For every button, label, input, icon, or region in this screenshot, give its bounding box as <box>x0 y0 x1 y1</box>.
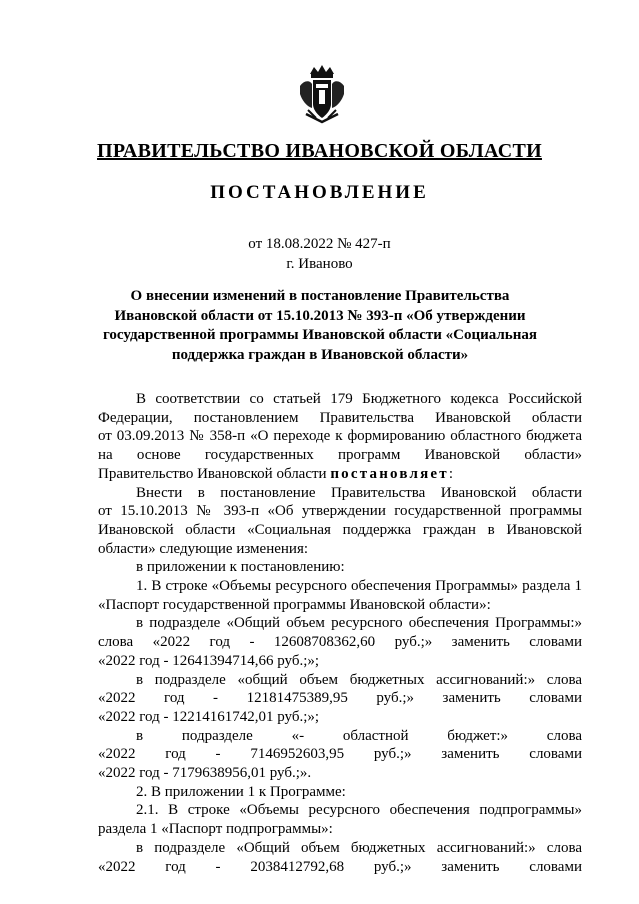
body-line <box>98 465 582 484</box>
body-line: «2022 год - 12181475389,95 руб.;» заменить словами <box>98 690 582 707</box>
date-and-place <box>0 234 639 274</box>
body-line: области» следующие изменения: <box>98 540 309 557</box>
body-line: «2022 год - 7146952603,95 руб.;» заменить словами <box>98 746 582 763</box>
body-line: от 03.09.2013 № 358-п «О переходе к формированию областного бюджета <box>98 428 582 445</box>
document-body <box>98 390 582 876</box>
body-line: «2022 год - 12641394714,66 руб.;»; <box>98 652 320 669</box>
body-line: в подразделе «общий объем бюджетных ассигнований:» слова <box>136 671 582 688</box>
city: г. Иваново <box>286 256 353 272</box>
date-number: от 18.08.2022 № 427-п <box>248 236 391 252</box>
spaced-word-postanovlyaet: постановляет <box>330 465 449 482</box>
body-line: Федерации, постановлением Правительства Ивановской области <box>98 409 582 426</box>
body-line: В соответствии со статьей 179 Бюджетного кодекса Российской <box>136 391 582 407</box>
body-line: на основе государственных программ Ивановской области» <box>98 447 582 464</box>
body-line: «Паспорт государственной программы Ивановской области»: <box>98 596 491 613</box>
body-line: в подразделе «Общий объем бюджетных ассигнований:» слова <box>136 839 582 856</box>
subject-line: государственной программы Ивановской области «Социальная <box>102 327 537 343</box>
subject-line: поддержка граждан в Ивановской области» <box>171 346 469 363</box>
subject-line: Ивановской области от 15.10.2013 № 393-п «Об утверждении <box>114 307 526 324</box>
document-type: ПОСТАНОВЛЕНИЕ <box>210 182 429 203</box>
body-line: «2022 год - 2038412792,68 руб.;» заменить словами <box>98 858 582 875</box>
subject-line: О внесении изменений в постановление Правительства <box>130 288 510 304</box>
body-line: раздела 1 «Паспорт подпрограммы»: <box>98 821 333 838</box>
body-line: от 15.10.2013 № 393-п «Об утверждении государственной программы <box>98 503 582 520</box>
body-line: в приложении к постановлению: <box>136 559 345 576</box>
document-subject <box>100 287 540 365</box>
body-line: 2.1. В строке «Объемы ресурсного обеспечения подпрограммы» <box>136 802 582 819</box>
body-line: Ивановской области «Социальная поддержка граждан в Ивановской <box>98 521 582 538</box>
body-line: 1. В строке «Объемы ресурсного обеспечения Программы» раздела 1 <box>136 578 582 595</box>
body-line: в подразделе «Общий объем ресурсного обеспечения Программы:» <box>136 615 582 632</box>
body-line: слова «2022 год - 12608708362,60 руб.;» заменить словами <box>98 634 582 651</box>
coat-of-arms-icon <box>296 64 348 126</box>
body-text: Правительство Ивановской области <box>98 465 327 482</box>
organization-title: ПРАВИТЕЛЬСТВО ИВАНОВСКОЙ ОБЛАСТИ <box>97 140 542 162</box>
colon: : <box>448 465 453 482</box>
body-line: Внести в постановление Правительства Ивановской области <box>136 484 582 501</box>
body-line: «2022 год - 12214161742,01 руб.;»; <box>98 708 320 725</box>
body-line: «2022 год - 7179638956,01 руб.;». <box>98 765 312 782</box>
body-line: в подразделе «- областной бюджет:» слова <box>136 727 582 744</box>
body-line: 2. В приложении 1 к Программе: <box>136 783 346 800</box>
